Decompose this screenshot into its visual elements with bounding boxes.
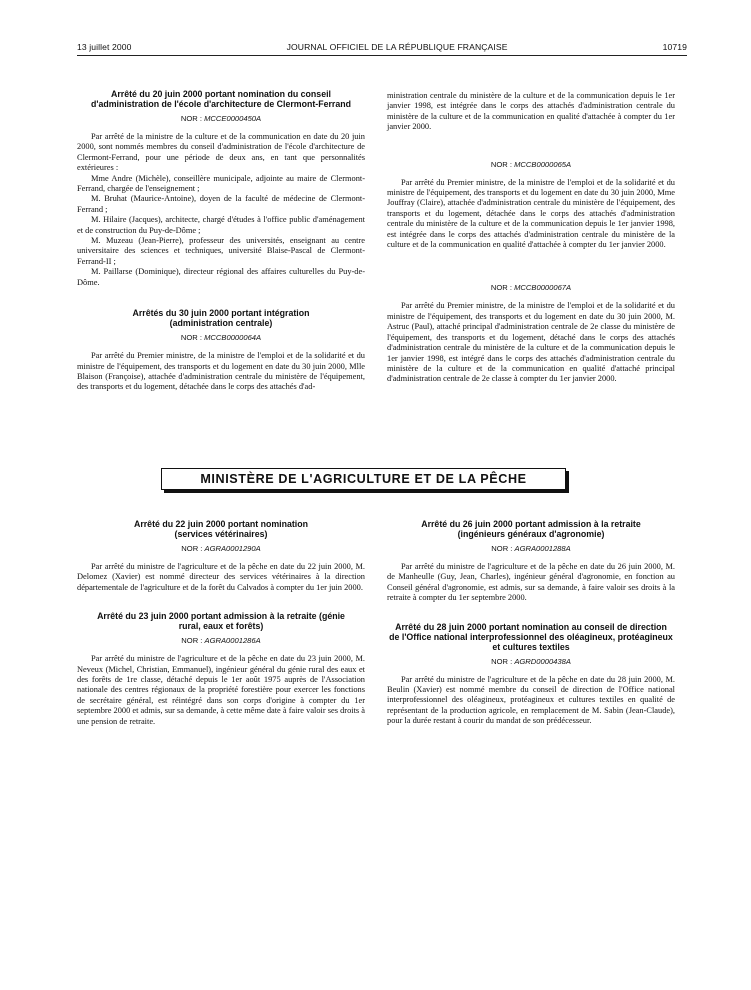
member-item: M. Hilaire (Jacques), architecte, chargé d'études à l'office public d'aménagement et de construction du Puy-de-Dôme ; bbox=[77, 215, 365, 235]
top-left-column bbox=[77, 89, 365, 399]
article-astruc bbox=[387, 283, 675, 384]
spacer bbox=[387, 610, 675, 622]
bottom-right-column bbox=[387, 519, 675, 733]
nor-code: AGRA0001286A bbox=[204, 636, 261, 646]
top-right-column bbox=[387, 91, 675, 391]
nor-label: NOR : bbox=[180, 114, 202, 123]
article-title: Arrêté du 23 juin 2000 portant admission à la retraite (génie rural, eaux et forêts) bbox=[97, 611, 345, 632]
article-title: Arrêté du 22 juin 2000 portant nomination (services vétérinaires) bbox=[133, 519, 308, 539]
header-page-number: 10719 bbox=[662, 42, 687, 52]
nor-label: NOR : bbox=[181, 544, 203, 553]
article-continuation: ministration centrale du ministère de la culture et de la communication depuis le 1er janvier 1998, est intégrée dans le corps des attachés d'administration centrale du ministère de la culture et de la communication en qualité d'attachée à compter du 1er janvier 2000. bbox=[387, 91, 675, 132]
spacer bbox=[387, 256, 675, 278]
article-title: Arrêté du 28 juin 2000 portant nomination au conseil de direction de l'Office national interprofessionnel des oléagineux, protéagineux et cultures textiles bbox=[389, 621, 673, 652]
article-intro: Par arrêté de la ministre de la culture et de la communication en date du 20 juin 2000, sont nommés membres du conseil d'administration de l'école d'architecture de Clermont-Ferrand, pour une période de deux ans, en tant que personnalités extérieures : bbox=[77, 132, 365, 173]
nor-reference bbox=[77, 544, 365, 553]
member-item: Mme Andre (Michèle), conseillère municipale, adjointe au maire de Clermont-Ferrand, chargée de l'enseignement ; bbox=[77, 173, 365, 194]
spacer bbox=[77, 599, 365, 611]
nor-label: NOR : bbox=[491, 544, 513, 553]
nor-label: NOR : bbox=[490, 159, 512, 169]
spacer bbox=[387, 133, 675, 155]
article-body: Par arrêté du ministre de l'agriculture et de la pêche en date du 22 juin 2000, M. Delomez (Xavier) est nommé directeur des services vétérinaires à la direction départementale de l'agriculture et de la forêt du Calvados à compter du 1er juin 2000. bbox=[77, 562, 365, 592]
page-header bbox=[77, 40, 687, 54]
nor-code: AGRD0000438A bbox=[514, 656, 571, 666]
ministry-banner: MINISTÈRE DE L'AGRICULTURE ET DE LA PÊCHE bbox=[161, 468, 566, 490]
article-title: Arrêtés du 30 juin 2000 portant intégration (administration centrale) bbox=[132, 308, 310, 329]
member-item: M. Muzeau (Jean-Pierre), professeur des universités, enseignant au centre universitaire des sciences et techniques, université Blaise-Pascal de Clermont-Ferrand-II ; bbox=[77, 236, 365, 266]
article-body: Par arrêté du ministre de l'agriculture et de la pêche en date du 28 juin 2000, M. Beulin (Xavier) est nommé membre du conseil de direction de l'Office national interprofessionnel des oléagineux, protéagineux et cultures textiles en qualité de représentant de la production agricole, en remplacement de M. Sabin (Jean-Claude), pour la durée restant à courir du mandat de son prédécesseur. bbox=[387, 674, 675, 726]
member-item: M. Bruhat (Maurice-Antoine), doyen de la faculté de médecine de Clermont-Ferrand ; bbox=[77, 194, 365, 214]
nor-code: MCCB0000064A bbox=[204, 333, 262, 343]
article-office-oleagineux bbox=[387, 622, 675, 727]
article-title: Arrêté du 26 juin 2000 portant admission à la retraite (ingénieurs généraux d'agronomie) bbox=[421, 519, 641, 539]
nor-code: AGRA0001288A bbox=[514, 544, 571, 553]
spacer bbox=[77, 294, 365, 308]
article-jouffray bbox=[387, 160, 675, 251]
article-body: Par arrêté du ministre de l'agriculture et de la pêche en date du 23 juin 2000, M. Neveux (Michel, Christian, Emmanuel), ingénieur général du génie rural des eaux et des forêts de 1re classe, détaché depuis le 1er août 1975 auprès de l'Association nationale des centres régionaux de la propriété forestière pour exercer les fonctions de secrétaire général, est réintégré dans son corps d'origine à compter du 1er septembre 2000 et admis, sur sa demande, à cette même date à faire valoir ses droits à une pension de retraite. bbox=[77, 654, 365, 726]
header-rule bbox=[77, 55, 687, 56]
nor-label: NOR : bbox=[490, 283, 512, 293]
nor-code: MCCB0000067A bbox=[514, 283, 572, 293]
nor-reference bbox=[77, 333, 365, 342]
article-body: Par arrêté du Premier ministre, de la ministre de l'emploi et de la solidarité et du ministre de l'équipement, des transports et du logement en date du 30 juin 2000, M. Astruc (Paul), attaché principal d'administration centrale de 2e classe du ministère de l'équipement, des transports et du logement, détaché dans le corps des attachés d'administration centrale du ministère de la culture et de la communication depuis le 1er janvier 1998, est intégré dans le corps des attachés d'administration centrale du ministère de la culture et de la communication en qualité d'attaché principal d'administration centrale de 2e classe à compter du 1er janvier 2000. bbox=[387, 301, 675, 384]
nor-code: MCCB0000065A bbox=[514, 159, 572, 169]
nor-label: NOR : bbox=[180, 333, 202, 343]
nor-reference bbox=[77, 636, 365, 645]
article-services-veterinaires bbox=[77, 519, 365, 593]
member-item: M. Paillarse (Dominique), directeur régional des affaires culturelles du Puy-de-Dôme. bbox=[77, 267, 365, 287]
header-date: 13 juillet 2000 bbox=[77, 42, 132, 52]
article-ecole-architecture bbox=[77, 89, 365, 288]
article-body: Par arrêté du Premier ministre, de la ministre de l'emploi et de la solidarité et du ministre de l'équipement, des transports et du logement en date du 30 juin 2000, Mlle Blaison (Françoise), attachée d'administration centrale du ministère de l'équipement, des transports et du logement, détachée dans le corps des attachés d'ad- bbox=[77, 351, 365, 392]
bottom-left-column bbox=[77, 519, 365, 733]
article-integration bbox=[77, 308, 365, 393]
article-body: Par arrêté du ministre de l'agriculture et de la pêche en date du 26 juin 2000, M. de Manheulle (Guy, Jean, Charles), ingénieur général d'agronomie, en fonction au Conseil général d'agronomie, est admis, sur sa demande, à faire valoir ses droits à la retraite à compter du 1er septembre 2000. bbox=[387, 562, 675, 603]
nor-code: MCCE0000450A bbox=[204, 114, 262, 123]
nor-label: NOR : bbox=[491, 656, 513, 666]
article-ingenieurs-agronomie bbox=[387, 519, 675, 604]
article-body: Par arrêté du Premier ministre, de la ministre de l'emploi et de la solidarité et du ministre de l'équipement, des transports et du logement en date du 30 juin 2000, Mme Jouffray (Claire), attachée d'administration centrale du ministère de l'équipement, des transports et du logement, détachée dans le corps des attachés d'administration centrale du ministère de la culture et de la communication depuis le 1er janvier 1998, est intégrée dans le corps des attachés d'administration centrale du ministère de la culture et de la communication en qualité d'attachée à compter du 1er janvier 2000. bbox=[387, 177, 675, 250]
header-journal-title: JOURNAL OFFICIEL DE LA RÉPUBLIQUE FRANÇAISE bbox=[286, 42, 508, 52]
nor-reference bbox=[387, 657, 675, 666]
nor-reference bbox=[77, 114, 365, 123]
nor-code: AGRA0001290A bbox=[204, 544, 261, 553]
nor-reference bbox=[387, 544, 675, 553]
nor-reference bbox=[387, 160, 675, 169]
article-genie-rural bbox=[77, 611, 365, 727]
nor-label: NOR : bbox=[181, 636, 203, 646]
article-title: Arrêté du 20 juin 2000 portant nomination du conseil d'administration de l'école d'architecture de Clermont-Ferrand bbox=[91, 89, 351, 109]
nor-reference bbox=[387, 283, 675, 292]
